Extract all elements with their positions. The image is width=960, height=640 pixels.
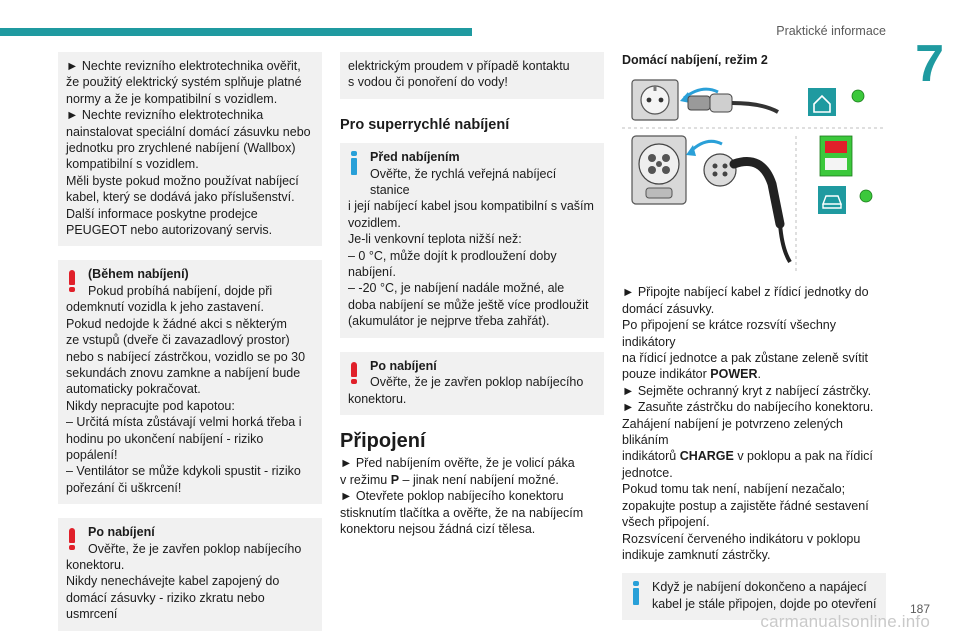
text-line: konektoru. [348,391,407,406]
text-line: kabel, který se dodává jako příslušenství. [66,190,295,205]
intro-note-box [58,52,322,246]
text-line: Po připojení se krátce rozsvítí všechny indikátory [622,318,836,349]
vehicle-charging-socket-icon [632,136,686,204]
warning-title: Po nabíjení [88,525,155,540]
text-line: domácí zásuvky. [622,301,715,316]
text-line: Nikdy nepracujte pod kapotou: [66,398,235,413]
text-line: PEUGEOT nebo autorizovaný servis. [66,223,273,238]
text-line: Ověřte, že rychlá veřejná nabíjecí stanice [370,166,557,198]
continued-warning-box [340,52,604,99]
text-line: ► Sejměte ochranný kryt z nabíjecí zástrčky. [622,383,872,398]
text-line: nebo s nabíjecí zástrčkou, vozidlo se po 30 [66,349,306,364]
text-line: sekundách znovu zamkne a nabíjení bude [66,365,301,380]
text-line: Je-li venkovní teplota nižší než: [348,232,522,247]
charging-diagram-svg [622,74,886,274]
text-line: Když je nabíjení dokončeno a napájecí [652,580,867,595]
text-line: pořezání či uškrcení! [66,480,182,495]
warning-during-charging [58,260,322,504]
text-line: ► Připojte nabíjecí kabel z řídicí jednotky do [622,285,869,300]
chapter-number: 7 [915,35,944,93]
text-line: v režimu P – jinak není nabíjení možné. [340,472,559,487]
text-line: odemknutí vozidla k jeho zastavení. [66,300,265,315]
page-header-title: Praktické informace [776,24,886,38]
text-line: (akumulátor je nejprve třeba zahřát). [348,314,550,329]
text-line: konektoru nejsou žádná cizí tělesa. [340,521,536,536]
text-line: Rozsvícení červeného indikátoru v poklopu [622,531,861,546]
text-line: – -20 °C, je nabíjení nadále možné, ale [348,281,565,296]
text-line: že použitý elektrický systém splňuje platné [66,75,302,90]
warning-exclamation-icon [68,528,76,550]
home-charging-steps [622,284,886,563]
column-3 [622,52,886,620]
header-accent-bar [0,28,472,36]
text-line: domácí zásuvky - riziko zkratu nebo usmrcení [66,590,265,622]
text-line: – 0 °C, může dojít k prodloužení doby [348,248,557,263]
text-line: normy a že je kompatibilní s vozidlem. [66,91,278,106]
column-2 [340,52,604,537]
home-charging-heading: Domácí nabíjení, režim 2 [622,53,768,67]
text-line: stisknutím tlačítka a ověřte, že na nabíjecím [340,505,584,520]
superfast-charging-heading: Pro superrychlé nabíjení [340,116,510,133]
text-line: ► Nechte revizního elektrotechnika ověřit, [66,59,301,73]
info-icon [350,151,358,175]
text-line: Ověřte, že je zavřen poklop nabíjecího [370,375,584,390]
charging-illustration [622,74,886,274]
warning-title: Po nabíjení [370,358,437,373]
text-line: elektrickým proudem v případě kontaktu [348,59,570,73]
charge-lock-indicator-icon [820,136,852,176]
text-line: nabíjení. [348,265,396,280]
connection-heading: Připojení [340,429,426,452]
warning-title: (Během nabíjení) [88,267,189,282]
text-line: doba nabíjení se může ještě více prodloužit [348,297,589,312]
text-line: i její nabíjecí kabel jsou kompatibilní s vaším [348,199,594,214]
text-line: s vodou či ponoření do vody! [348,75,508,90]
text-line: na řídicí jednotce a pak zůstane zeleně svítit [622,351,868,366]
warning-after-charging [58,518,322,630]
text-line: ► Nechte revizního elektrotechnika [66,108,264,123]
text-line: – Určitá místa zůstávají velmi horká třeba i [66,415,302,430]
text-line: indikátorů CHARGE v poklopu a pak na řídicí [622,449,873,464]
charging-plug-icon [704,154,790,262]
warning-after-charging-2 [340,352,604,415]
text-line: Nikdy nenechávejte kabel zapojený do [66,574,280,589]
text-line: jednotce. [622,465,673,480]
text-line: Ověřte, že je zavřen poklop nabíjecího [88,541,302,556]
info-icon [632,581,640,605]
text-line: Pokud nedojde k žádné akci s některým [66,316,287,331]
text-line: Měli byste pokud možno používat nabíjecí [66,173,299,188]
text-line: – Ventilátor se může kdykoli spustit - riziko [66,464,301,479]
text-line: automaticky pokračovat. [66,382,201,397]
text-line: ► Otevřete poklop nabíjecího konektoru [340,489,564,504]
text-line: kompatibilní s vozidlem. [66,157,199,172]
green-indicator-icon [852,90,864,102]
warning-exclamation-icon [68,270,76,292]
text-line: Pokud tomu tak není, nabíjení nezačalo; [622,482,846,497]
text-line: kabel je stále připojen, dojde po otevření [652,596,877,611]
arrow-icon [690,142,722,153]
text-line: indikuje zamknutí zástrčky. [622,547,771,562]
text-line: Další informace poskytne prodejce [66,206,258,221]
text-line: Zahájení nabíjení je potvrzeno zelených blikáním [622,416,843,448]
chapter-tab [896,0,960,100]
vehicle-charge-icon [818,186,846,214]
text-line: zopakujte postup a zajistěte řádné sestavení [622,498,869,513]
text-line: pouze indikátor POWER. [622,367,761,382]
text-line: všech připojení. [622,515,710,530]
info-title: Před nabíjením [370,150,460,165]
text-line: ► Zasuňte zástrčku do nabíjecího konektoru. [622,400,874,415]
connection-text [340,455,604,537]
info-before-charging [340,143,604,337]
column-1 [58,52,322,631]
text-line: nainstalovat speciální domácí zásuvku nebo [66,124,311,139]
warning-exclamation-icon [350,362,358,384]
text-line: konektoru. [66,557,125,572]
home-icon [808,88,836,116]
text-line: vozidlem. [348,215,401,230]
text-line: Pokud probíhá nabíjení, dojde při [88,283,273,298]
text-line: ze vstupů (dveře či zavazadlový prostor) [66,333,290,348]
watermark: carmanualsonline.info [760,612,930,631]
green-indicator-icon [860,190,872,202]
text-line: jednotku pro zrychlené nabíjení (Wallbox) [66,141,296,156]
plug-icon [688,94,778,112]
household-socket-icon [632,80,678,120]
page-number: 187 [909,602,930,616]
text-line: hodinu po ukončení nabíjení - riziko popálení! [66,431,264,462]
text-line: ► Před nabíjením ověřte, že je volicí páka [340,456,575,471]
